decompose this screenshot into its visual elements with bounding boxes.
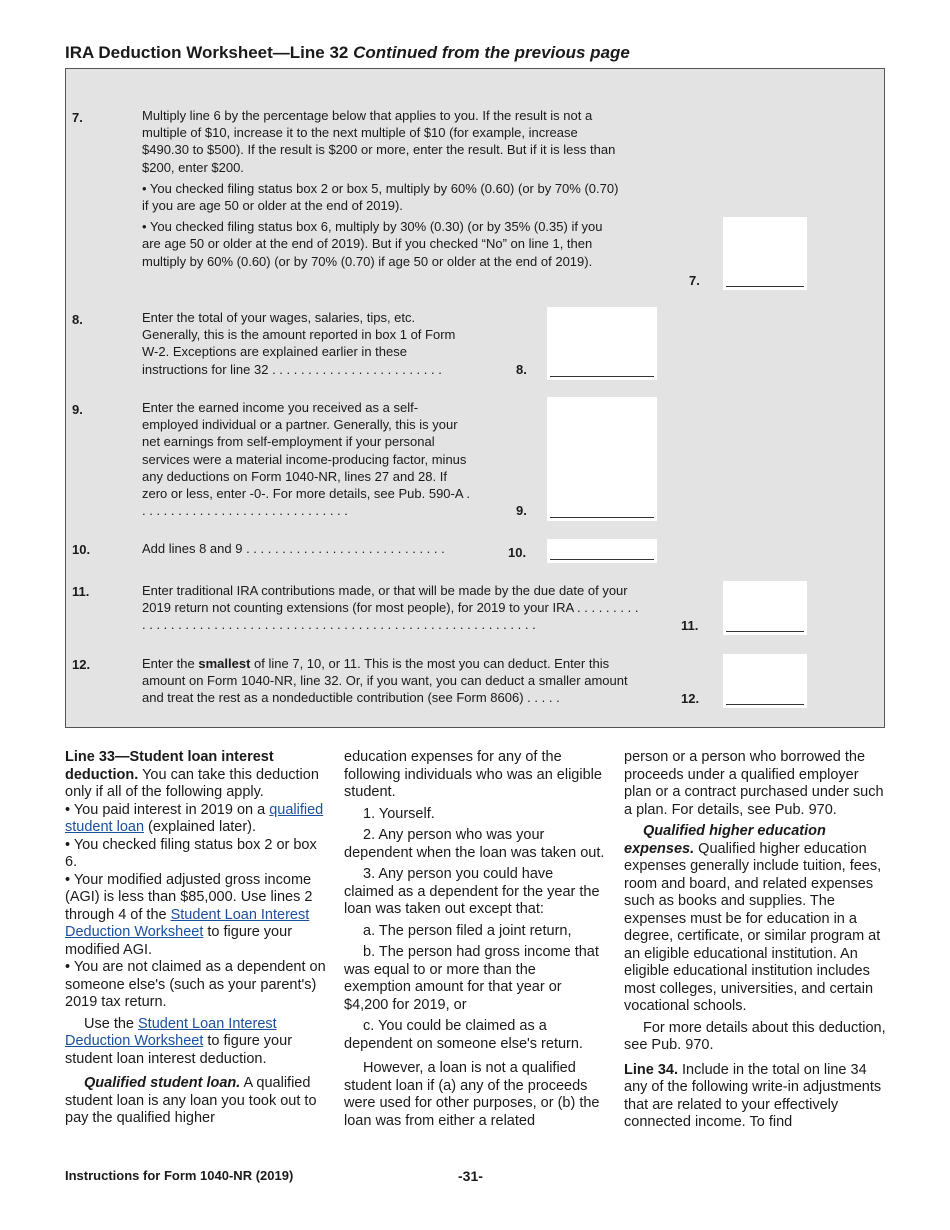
line-7-label: 7. (689, 273, 700, 288)
line-12-amount-field[interactable] (723, 654, 807, 708)
footer-form-title: Instructions for Form 1040-NR (2019) (65, 1168, 294, 1183)
line-7-amount-field[interactable] (723, 217, 807, 290)
list-item: c. You could be claimed as a dependent on someone else's return. (344, 1018, 583, 1052)
list-item: 3. Any person you could have claimed as a dependent for the year the loan was taken out except that: (344, 866, 600, 917)
qualified-expenses-heading: Qualified higher education expenses. (624, 823, 826, 857)
line-10-label: 10. (508, 545, 527, 560)
line-12-text: Enter the smallest of line 7, 10, or 11. This is the most you can deduct. Enter this amount on Form 1040-NR, line 32. Or, if you want, you can deduct a smaller amount and treat the rest as a nondeductible contribution (see Form 8606) . . . . . (142, 656, 628, 706)
condition-2: • You checked filing status box 2 or box 6. (65, 836, 317, 870)
line-9-text: Enter the earned income you received as a self-employed individual or a partner. Generally, this is your net earnings from self-employment if your personal services were a material income-producing factor, minus any deductions on Form 1040-NR, lines 27 and 28. If zero or less, enter -0-. For more details, see Pub. 590-A . . . . . . . . . . . . . . . . . . . . . . . . . . . . . . (142, 400, 471, 519)
line-11-number: 11. (72, 584, 90, 599)
worksheet-title-continued: Continued from the previous page (353, 43, 630, 62)
line-7-number: 7. (72, 110, 83, 125)
qualified-student-loan-heading: Qualified student loan. (84, 1075, 241, 1091)
condition-1: • You paid interest in 2019 on a qualified student loan (explained later). (65, 801, 324, 835)
line-9-amount-field[interactable] (547, 397, 657, 521)
line-8-number: 8. (72, 312, 83, 327)
line-12-number: 12. (72, 657, 91, 672)
worksheet-link-1[interactable]: Student Loan Interest Deduction Worksheet (65, 906, 310, 940)
list-item: a. The person filed a joint return, (363, 922, 572, 939)
line-9-label: 9. (516, 503, 527, 518)
page-number: -31- (458, 1168, 483, 1184)
line-8-amount-field[interactable] (547, 307, 657, 380)
line-10-text: Add lines 8 and 9 . . . . . . . . . . . . . . . . . . . . . . . . . . . . (142, 541, 445, 556)
line-10-amount-field[interactable] (547, 539, 657, 563)
worksheet-title: IRA Deduction Worksheet—Line 32 Continued from the previous page (65, 43, 630, 62)
line-12-label: 12. (681, 691, 700, 706)
column-2: education expenses for any of the following individuals who was an eligible student. 1. Yourself. 2. Any person who was your dependent when the loan was taken out. 3. Any person you could have claimed as a dependent for the year the loan was taken out except that: a. The person filed a joint return, b. The person had gross income that was equal to or more than the exemption amount for that year or $4,200 for 2019, or c. You could be claimed as a dependent on someone else's return. However, a loan is not a qualified student loan if (a) any of the proceeds were used for other purposes, or (b) the loan was from either a related (344, 749, 605, 1129)
line-8-text: Enter the total of your wages, salaries, tips, etc. Generally, this is the amount reported in box 1 of Form W-2. Exceptions are explained earlier in these instructions for line 32 . . . . . . . . . . . . . . . . . . . . . . . . (142, 310, 456, 377)
list-item: 1. Yourself. (363, 805, 435, 822)
line-7-text: Multiply line 6 by the percentage below that applies to you. If the result is not a multiple of $10, increase it to the next multiple of $10 (for example, increase $490.30 to $500). If the result is $200 or more, enter the result. But if it is less than $200, enter $200. • You checked filing status box 2 or box 5, multiply by 60% (0.60) (or by 70% (0.70) if you are age 50 or older at the end of 2019). • You checked filing status box 6, multiply by 30% (0.30) (or by 35% (0.35) if you are age 50 or older at the end of 2019). But if you checked “No” on line 1, then multiply by 60% (0.60) (or by 70% (0.70) if age 50 or older at the end of 2019). (142, 108, 619, 269)
qualified-expenses-paragraph: Qualified higher education expenses. Qualified higher education expenses generally include tuition, fees, room and board, and related expenses such as books and supplies. The expenses must be for education in a degree, certificate, or similar program at an eligible educational institution. An eligible educational institution includes most colleges, universities, and certain vocational schools. (624, 823, 882, 1014)
column-1 (65, 749, 327, 1128)
list-item: b. The person had gross income that was equal to or more than the exemption amount for that year or $4,200 for 2019, or (344, 944, 599, 1013)
column-3: person or a person who borrowed the proceeds under a qualified employer plan or a contract purchased under such a plan. For details, see Pub. 970. Qualified higher education expenses. Qualified higher education expenses generally include tuition, fees, room and board, and related expenses such as books and supplies. The expenses must be for education in a degree, certificate, or similar program at an eligible educational institution. An eligible educational institution includes most colleges, universities, and certain vocational schools. For more details about this deduction, see Pub. 970. Line 34. Include in the total on line 34 any of the following write-in adjustments that are related to your effectively connected income. To find (624, 749, 886, 1130)
line-9-number: 9. (72, 402, 83, 417)
line-11-text: Enter traditional IRA contributions made, or that will be made by the due date of your 2019 return not counting extensions (for most people), for 2019 to your IRA . . . . . . . . . . . . . . . . . . . . . . . . . . . . . . . . . . . . . . . . . . . . . . . . . . . . . . . . . . . . . . . . (142, 583, 639, 633)
line-34-paragraph: Line 34. Include in the total on line 34 any of the following write-in adjustments that are related to your effectively connected income. To find (624, 1061, 882, 1130)
qualified-student-loan-link[interactable]: qualified student loan (65, 801, 324, 835)
line-33-heading: Line 33—Student loan interest deduction. (65, 749, 274, 783)
line-11-amount-field[interactable] (723, 581, 807, 635)
qualified-student-loan-paragraph: Qualified student loan. A qualified student loan is any loan you took out to pay the qualified higher (65, 1075, 317, 1126)
line-8-label: 8. (516, 362, 527, 377)
line-33-paragraph: Line 33—Student loan interest deduction. You can take this deduction only if all of the following apply. (65, 749, 319, 800)
line-11-label: 11. (681, 618, 699, 633)
line-10-number: 10. (72, 542, 91, 557)
use-worksheet-paragraph: Use the Student Loan Interest Deduction Worksheet to figure your student loan interest deduction. (65, 1015, 293, 1067)
worksheet-link-2[interactable]: Student Loan Interest Deduction Worksheet (65, 1015, 277, 1049)
list-item: 2. Any person who was your dependent when the loan was taken out. (344, 827, 605, 861)
line-34-heading: Line 34. (624, 1061, 678, 1078)
condition-4: • You are not claimed as a dependent on someone else's (such as your parent's) 2019 tax return. (65, 959, 326, 1010)
condition-3: • Your modified adjusted gross income (AGI) is less than $85,000. Use lines 2 through 4 of the Student Loan Interest Deduction Worksheet to figure your modified AGI. (65, 871, 313, 958)
